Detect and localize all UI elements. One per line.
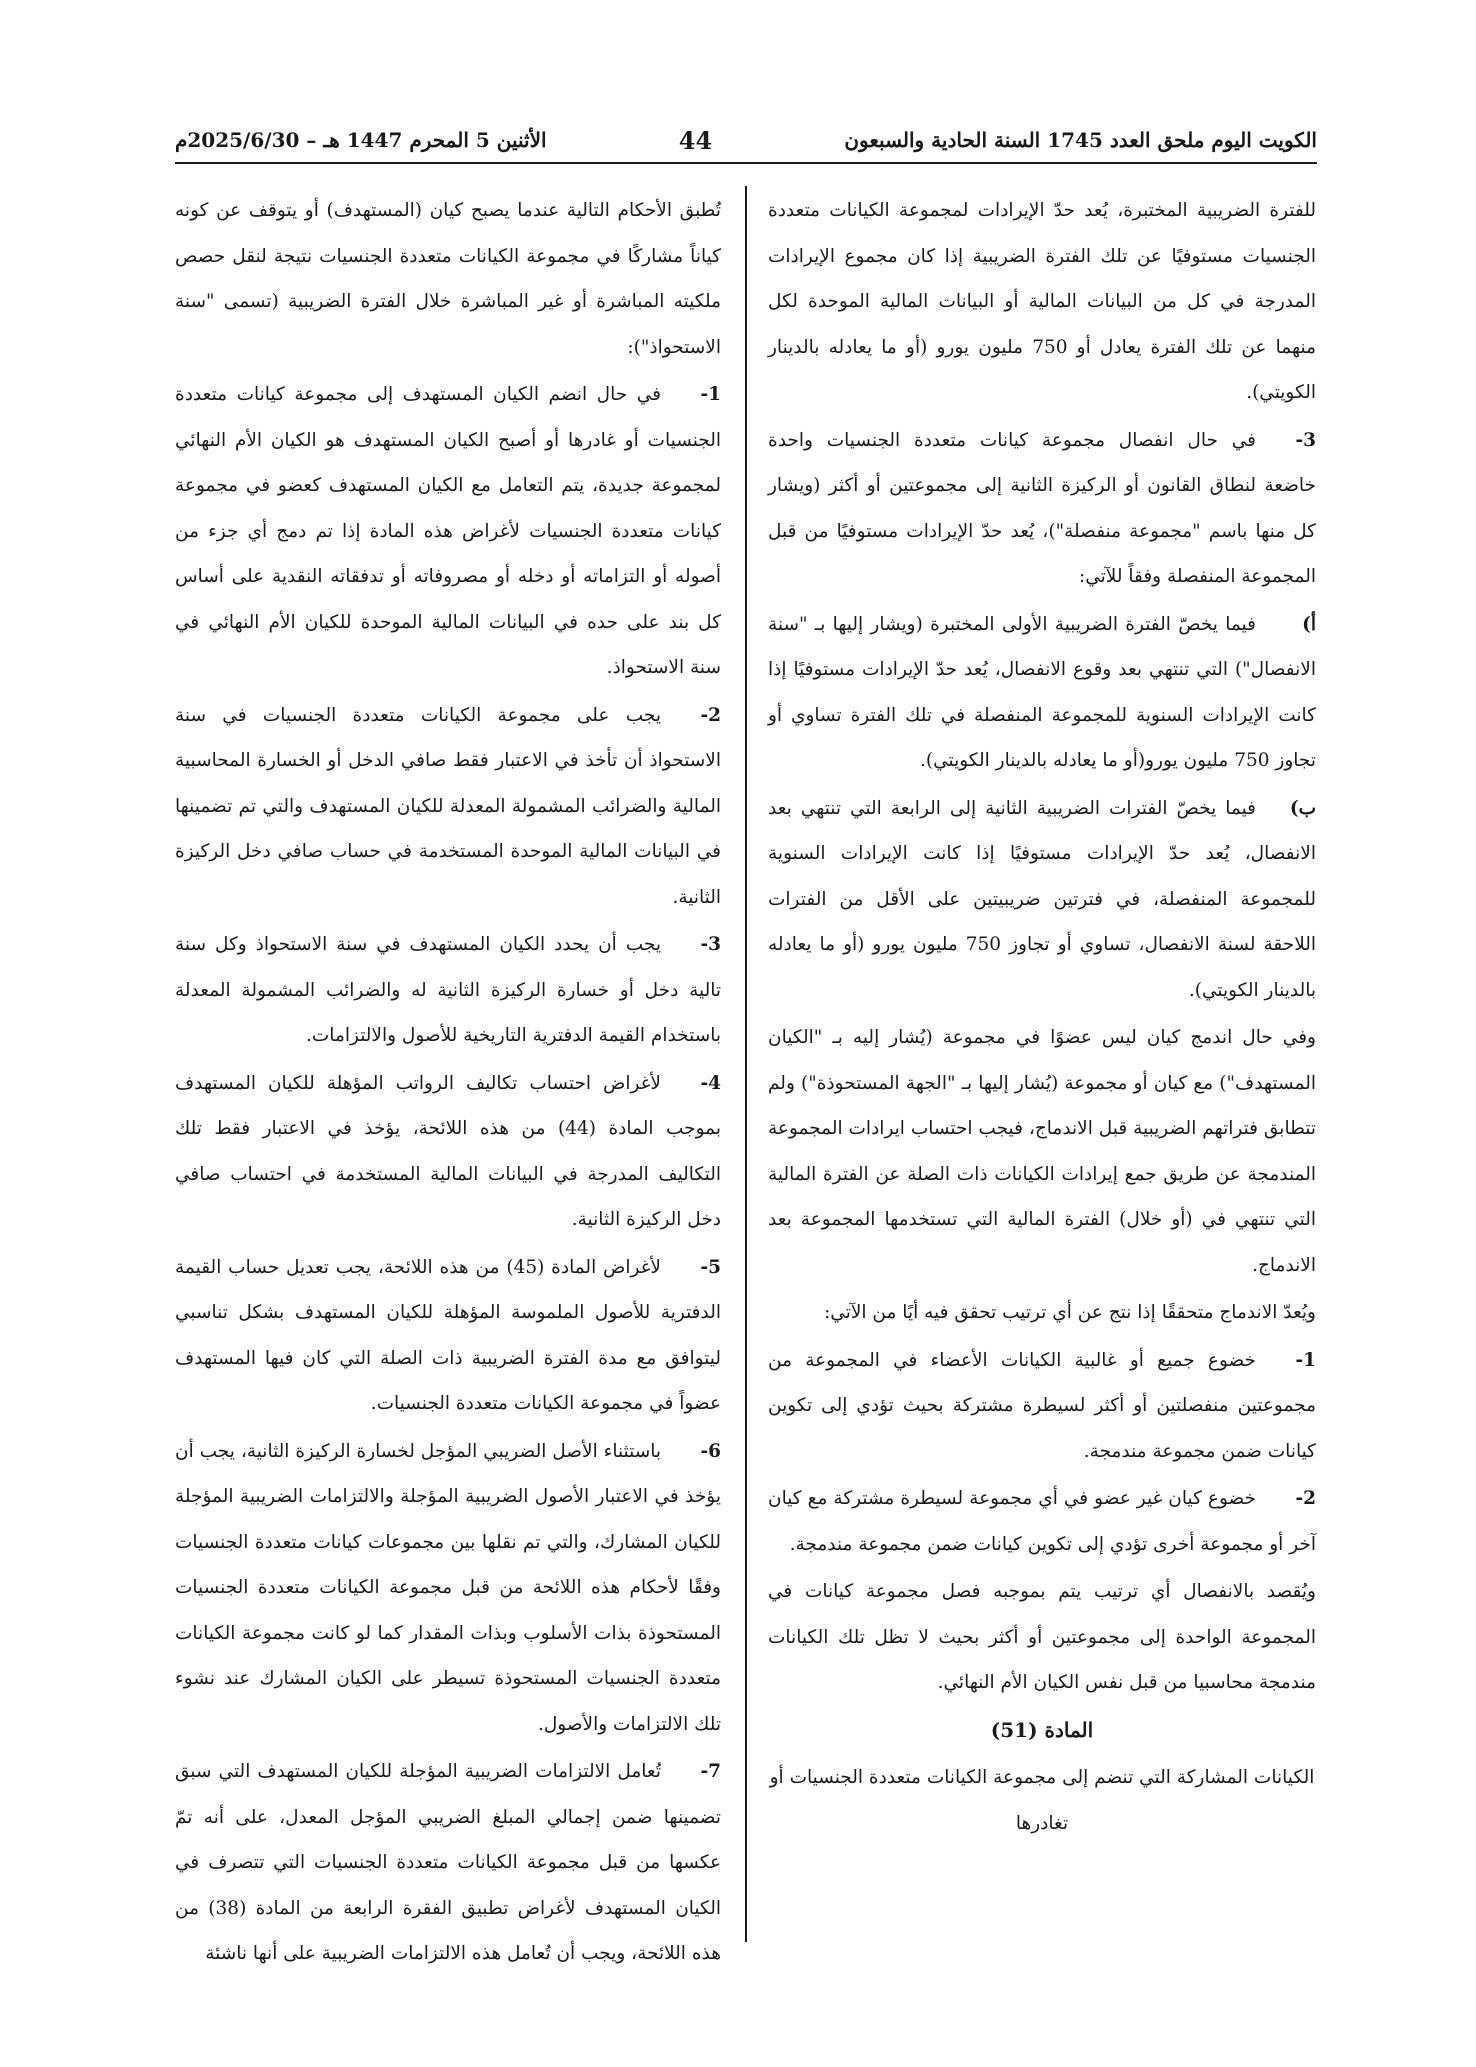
- clause-text: يجب أن يحدد الكيان المستهدف في سنة الاستحواذ وكل سنة تالية دخل أو خسارة الركيزة الثانية له والضرائب المشمولة المعدلة باستخدام القيمة الدفترية التاريخية للأصول والالتزامات.: [175, 934, 721, 1046]
- paragraph-intro: تُطبق الأحكام التالية عندما يصبح كيان (المستهدف) أو يتوقف عن كونه كياناً مشاركًا في مجموعة الكيانات متعددة الجنسيات نتيجة لنقل حصص ملكيته المباشرة أو غير المباشرة خلال الفترة الضريبية (تسمى "سنة الاستحواذ"):: [175, 200, 721, 358]
- paragraph-revenue-threshold: للفترة الضريبية المختبرة، يُعد حدّ الإيرادات لمجموعة الكيانات متعددة الجنسيات مستوفيًا عن تلك الفترة الضريبية إذا كان مجموع الإيرادات المدرجة في كل من البيانات المالية أو البيانات المالية الموحدة لكل منهما عن تلك الفترة يعادل أو 750 مليون يورو (أو ما يعادله بالدينار الكويتي).: [768, 200, 1316, 403]
- right-column: [768, 188, 1316, 1948]
- clause-number: 3-: [1295, 429, 1316, 451]
- paragraph-merger: وفي حال اندمج كيان ليس عضوًا في مجموعة (يُشار إليه بـ "الكيان المستهدف") مع كيان أو مجموعة (يُشار إليها بـ "الجهة المستحوذة") ولم تتطابق فتراتهم الضريبية قبل الاندماج، فيجب احتساب ايرادات المجموعة المندمجة عن طريق جمع إيرادات الكيانات ذات الصلة عن الفترة المالية التي تنتهي في (أو خلال) الفترة المالية التي تستخدمها المجموعة بعد الاندماج.: [768, 1027, 1316, 1276]
- clause-text: خضوع كيان غير عضو في أي مجموعة لسيطرة مشتركة مع كيان آخر أو مجموعة أخرى تؤدي إلى تكوين كيانات ضمن مجموعة مندمجة.: [768, 1488, 1316, 1555]
- article-title: المادة (51): [990, 1717, 1094, 1742]
- paragraph-separation: ويُقصد بالانفصال أي ترتيب يتم بموجبه فصل مجموعة كيانات في المجموعة الواحدة إلى مجموعتين أو أكثر بحيث لا تظل تلك الكيانات مندمجة محاسبيا من قبل نفس الكيان الأم النهائي.: [768, 1581, 1316, 1693]
- subclause-label: ب): [1289, 797, 1316, 819]
- clause-text: باستثناء الأصل الضريبي المؤجل لخسارة الركيزة الثانية، يجب أن يؤخذ في الاعتبار الأصول الضريبية المؤجلة والالتزامات الضريبية المؤجلة للكيان المشارك، والتي تم نقلها بين مجموعات كيانات متعددة الجنسيات وفقًا لأحكام هذه اللائحة من قبل مجموعة الكيانات متعددة الجنسيات المستحوذة بذات الأسلوب وبذات المقدار كما لو كانت مجموعة الكيانات متعددة الجنسيات المستحوذة تسيطر على الكيان المشارك عند نشوء تلك الالتزامات والأصول.: [175, 1440, 721, 1735]
- clause-text: في حال انفصال مجموعة كيانات متعددة الجنسيات واحدة خاضعة لنطاق القانون أو الركيزة الثانية إلى مجموعتين أو أكثر (ويشار كل منها باسم "مجموعة منفصلة")، يُعد حدّ الإيرادات مستوفيًا من قبل المجموعة المنفصلة وفقاً للآتي:: [768, 429, 1316, 587]
- clause-text: في حال انضم الكيان المستهدف إلى مجموعة كيانات متعددة الجنسيات أو غادرها أو أصبح الكيان المستهدف هو الكيان الأم النهائي لمجموعة جديدة، يتم التعامل مع الكيان المستهدف كعضو في مجموعة كيانات متعددة الجنسيات لأغراض هذه المادة إذا تم دمج أي جزء من أصوله أو التزاماته أو دخله أو مصروفاته أو تدفقاته النقدية على أساس كل بند على حده في البيانات المالية الموحدة للكيان الأم النهائي في سنة الاستحواذ.: [175, 384, 721, 678]
- subclause-text: فيما يخصّ الفترات الضريبية الثانية إلى الرابعة التي تنتهي بعد الانفصال، يُعد حدّ الإيرادات مستوفيًا إذا كانت الإيرادات السنوية للمجموعة المنفصلة، في فترتين ضريبيتين على الأقل من الفترات اللاحقة لسنة الانفصال، تساوي أو تجاوز 750 مليون يورو (أو ما يعادله بالدينار الكويتي).: [768, 797, 1317, 1001]
- clause-4: [175, 1061, 721, 1243]
- clause-1: [175, 372, 721, 691]
- subclause-a: [768, 602, 1316, 784]
- clause-number: 4-: [700, 1072, 721, 1094]
- clause-5: [175, 1245, 721, 1427]
- clause-text: يجب على مجموعة الكيانات متعددة الجنسيات في سنة الاستحواذ أن تأخذ في الاعتبار فقط صافي الدخل أو الخسارة المحاسبية المالية والضرائب المشمولة المعدلة للكيان المستهدف والتي تم تضمينها في البيانات المالية الموحدة المستخدمة في حساب صافي دخل الركيزة الثانية.: [175, 704, 721, 908]
- paragraph-merger-condition: ويُعدّ الاندماج متحققًا إذا نتج عن أي ترتيب تحقق فيه أيًا من الآتي:: [824, 1302, 1316, 1323]
- page-header: [175, 118, 1317, 162]
- clause-text: تُعامل الالتزامات الضريبية المؤجلة للكيان المستهدف التي سبق تضمينها ضمن إجمالي المبلغ الضريبي المؤجل المعدل، على أنه تمّ عكسها من قبل مجموعة الكيانات متعددة الجنسيات التي تتصرف في الكيان المستهدف لأغراض تطبيق الفقرة الرابعة من المادة (38) من هذه اللائحة، ويجب أن تُعامل هذه الالتزامات الضريبية على أنها ناشئة: [175, 1761, 721, 1964]
- clause-7: [175, 1749, 721, 1977]
- clause-number: 1-: [700, 384, 721, 405]
- clause-3: [175, 922, 721, 1059]
- clause-number: 6-: [700, 1440, 721, 1462]
- clause-number: 1-: [1295, 1349, 1316, 1371]
- clause-text: لأغراض احتساب تكاليف الرواتب المؤهلة للكيان المستهدف بموجب المادة (44) من هذه اللائحة، يؤخذ في الاعتبار فقط تلك التكاليف المدرجة في البيانات المالية المستخدمة في احتساب صافي دخل الركيزة الثانية.: [175, 1072, 721, 1230]
- clause-number: 7-: [700, 1761, 721, 1782]
- issue-date: الأثنين 5 المحرم 1447 هـ – 2025/6/30م: [175, 128, 547, 152]
- clause-6: [175, 1429, 721, 1748]
- subclause-text: فيما يخصّ الفترة الضريبية الأولى المختبرة (ويشار إليها بـ "سنة الانفصال") التي تنتهي بعد وقوع الانفصال، يُعد حدّ الإيرادات مستوفيًا إذا كانت الإيرادات السنوية للمجموعة المنفصلة في تلك الفترة تساوي أو تجاوز 750 مليون يورو(أو ما يعادله بالدينار الكويتي).: [768, 613, 1316, 771]
- clause-number: 2-: [700, 704, 721, 726]
- left-column: [175, 188, 721, 1964]
- clause-3: [768, 418, 1316, 600]
- header-rule: [175, 162, 1317, 164]
- subclause-b: [768, 786, 1316, 1014]
- clause-text: خضوع جميع أو غالبية الكيانات الأعضاء في المجموعة من مجموعتين منفصلتين أو أكثر لسيطرة مشتركة بحيث تؤدي إلى تكوين كيانات ضمن مجموعة مندمجة.: [768, 1349, 1316, 1462]
- publication-info: الكويت اليوم ملحق العدد 1745 السنة الحادية والسبعون: [844, 128, 1317, 152]
- subclause-label: أ): [1302, 613, 1316, 635]
- page-number: 44: [678, 125, 713, 155]
- clause-number: 2-: [1295, 1488, 1316, 1509]
- clause-2: [175, 693, 721, 921]
- merger-clause-1: [768, 1338, 1316, 1475]
- column-divider: [745, 186, 747, 1942]
- clause-text: لأغراض المادة (45) من هذه اللائحة، يجب تعديل حساب القيمة الدفترية للأصول الملموسة المؤهلة للكيان المستهدف بشكل تناسبي ليتوافق مع مدة الفترة الضريبية ذات الصلة التي كان فيها المستهدف عضواً في مجموعة الكيانات متعددة الجنسيات.: [175, 1256, 721, 1414]
- clause-number: 5-: [700, 1256, 721, 1278]
- clause-number: 3-: [700, 934, 721, 955]
- article-heading: الكيانات المشاركة التي تنضم إلى مجموعة الكيانات متعددة الجنسيات أو تغادرها: [769, 1767, 1315, 1834]
- merger-clause-2: [768, 1476, 1316, 1567]
